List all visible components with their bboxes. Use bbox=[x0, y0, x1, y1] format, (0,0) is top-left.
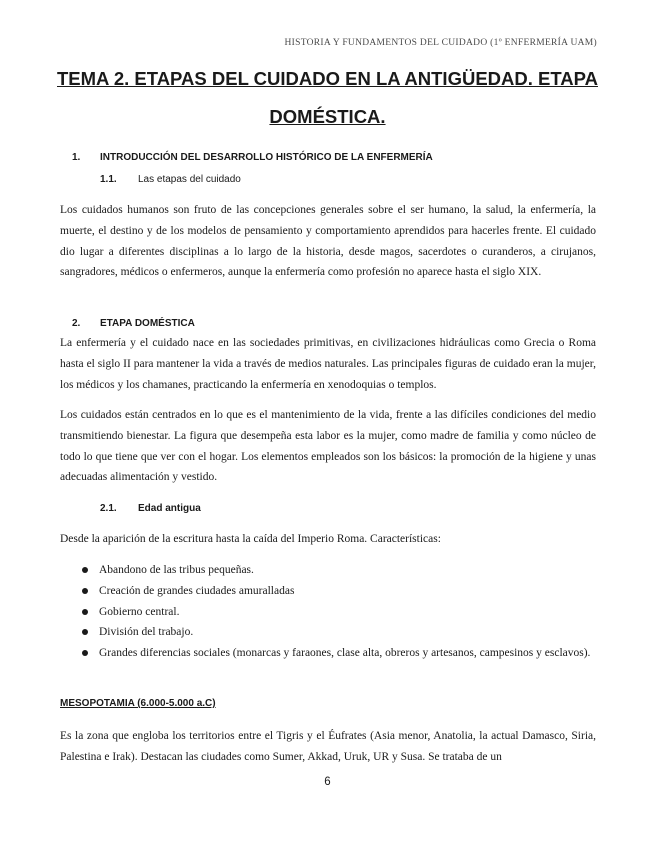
title-line-1: TEMA 2. ETAPAS DEL CUIDADO EN LA ANTIGÜEDAD. ETAPA bbox=[57, 68, 598, 89]
domestic-paragraph-1: La enfermería y el cuidado nace en las sociedades primitivas, en civilizaciones hidráulicas como Grecia o Roma hasta el siglo II para mantener la vida a través de medios naturales. Las principales figuras de cuidado eran la mujer, los médicos y los chamanes, practicando la enfermería en xenodoquias o templos. bbox=[60, 337, 596, 391]
section-1-title: INTRODUCCIÓN DEL DESARROLLO HISTÓRICO DE LA ENFERMERÍA bbox=[100, 152, 433, 163]
section-2-heading bbox=[72, 318, 195, 329]
subsection-1-1-title: Las etapas del cuidado bbox=[138, 174, 241, 185]
list-item: Abandono de las tribus pequeñas. bbox=[60, 560, 596, 581]
ancient-age-intro: Desde la aparición de la escritura hasta la caída del Imperio Roma. Características: bbox=[60, 533, 441, 545]
section-2-number: 2. bbox=[72, 318, 81, 329]
section-1-heading bbox=[72, 152, 433, 163]
section-1-number: 1. bbox=[72, 152, 81, 163]
page-number: 6 bbox=[324, 776, 331, 788]
mesopotamia-paragraph: Es la zona que engloba los territorios entre el Tigris y el Éufrates (Asia menor, Anatolia, la actual Damasco, Siria, Palestina e Irak). Destacan las ciudades como Sumer, Akkad, Uruk, UR y Susa. Se trataba de un bbox=[60, 730, 596, 763]
bullet-icon bbox=[82, 588, 88, 594]
subsection-2-1-heading bbox=[100, 503, 201, 514]
subsection-1-1-heading bbox=[100, 174, 241, 185]
subsection-2-1-number: 2.1. bbox=[100, 503, 117, 514]
bullet-icon bbox=[82, 567, 88, 573]
list-item: Grandes diferencias sociales (monarcas y faraones, clase alta, obreros y artesanos, campesinos y esclavos). bbox=[60, 643, 596, 664]
list-item: División del trabajo. bbox=[60, 622, 596, 643]
characteristics-list bbox=[60, 560, 596, 664]
title-line-2: DOMÉSTICA. bbox=[269, 106, 386, 127]
running-header: HISTORIA Y FUNDAMENTOS DEL CUIDADO (1º ENFERMERÍA UAM) bbox=[284, 38, 597, 48]
list-item: Gobierno central. bbox=[60, 602, 596, 623]
mesopotamia-heading: MESOPOTAMIA (6.000-5.000 a.C) bbox=[60, 698, 216, 709]
subsection-2-1-title: Edad antigua bbox=[138, 503, 201, 514]
bullet-icon bbox=[82, 650, 88, 656]
intro-paragraph: Los cuidados humanos son fruto de las concepciones generales sobre el ser humano, la salud, la enfermería, la muerte, el destino y de los modelos de pensamiento y comportamiento aprendidos para hacerles frente. El cuidado dio lugar a diferentes disciplinas a lo largo de la historia, desde magos, sacerdotes o curanderos, a cirujanos, sangradores, médicos o enfermeros, aunque la enfermería como profesión no aparece hasta el siglo XIX. bbox=[60, 204, 596, 279]
page-title bbox=[40, 60, 615, 136]
subsection-1-1-number: 1.1. bbox=[100, 174, 117, 185]
bullet-icon bbox=[82, 629, 88, 635]
list-item: Creación de grandes ciudades amuralladas bbox=[60, 581, 596, 602]
domestic-paragraph-2: Los cuidados están centrados en lo que es el mantenimiento de la vida, frente a las difíciles condiciones del medio transmitiendo bienestar. La figura que desempeña esta labor es la mujer, como madre de familia y como núcleo de todo lo que tiene que ver con el hogar. Los elementos empleados son los básicos: la promoción de la higiene y unas adecuadas alimentación y vestido. bbox=[60, 409, 596, 484]
bullet-icon bbox=[82, 609, 88, 615]
section-2-title: ETAPA DOMÉSTICA bbox=[100, 318, 195, 329]
